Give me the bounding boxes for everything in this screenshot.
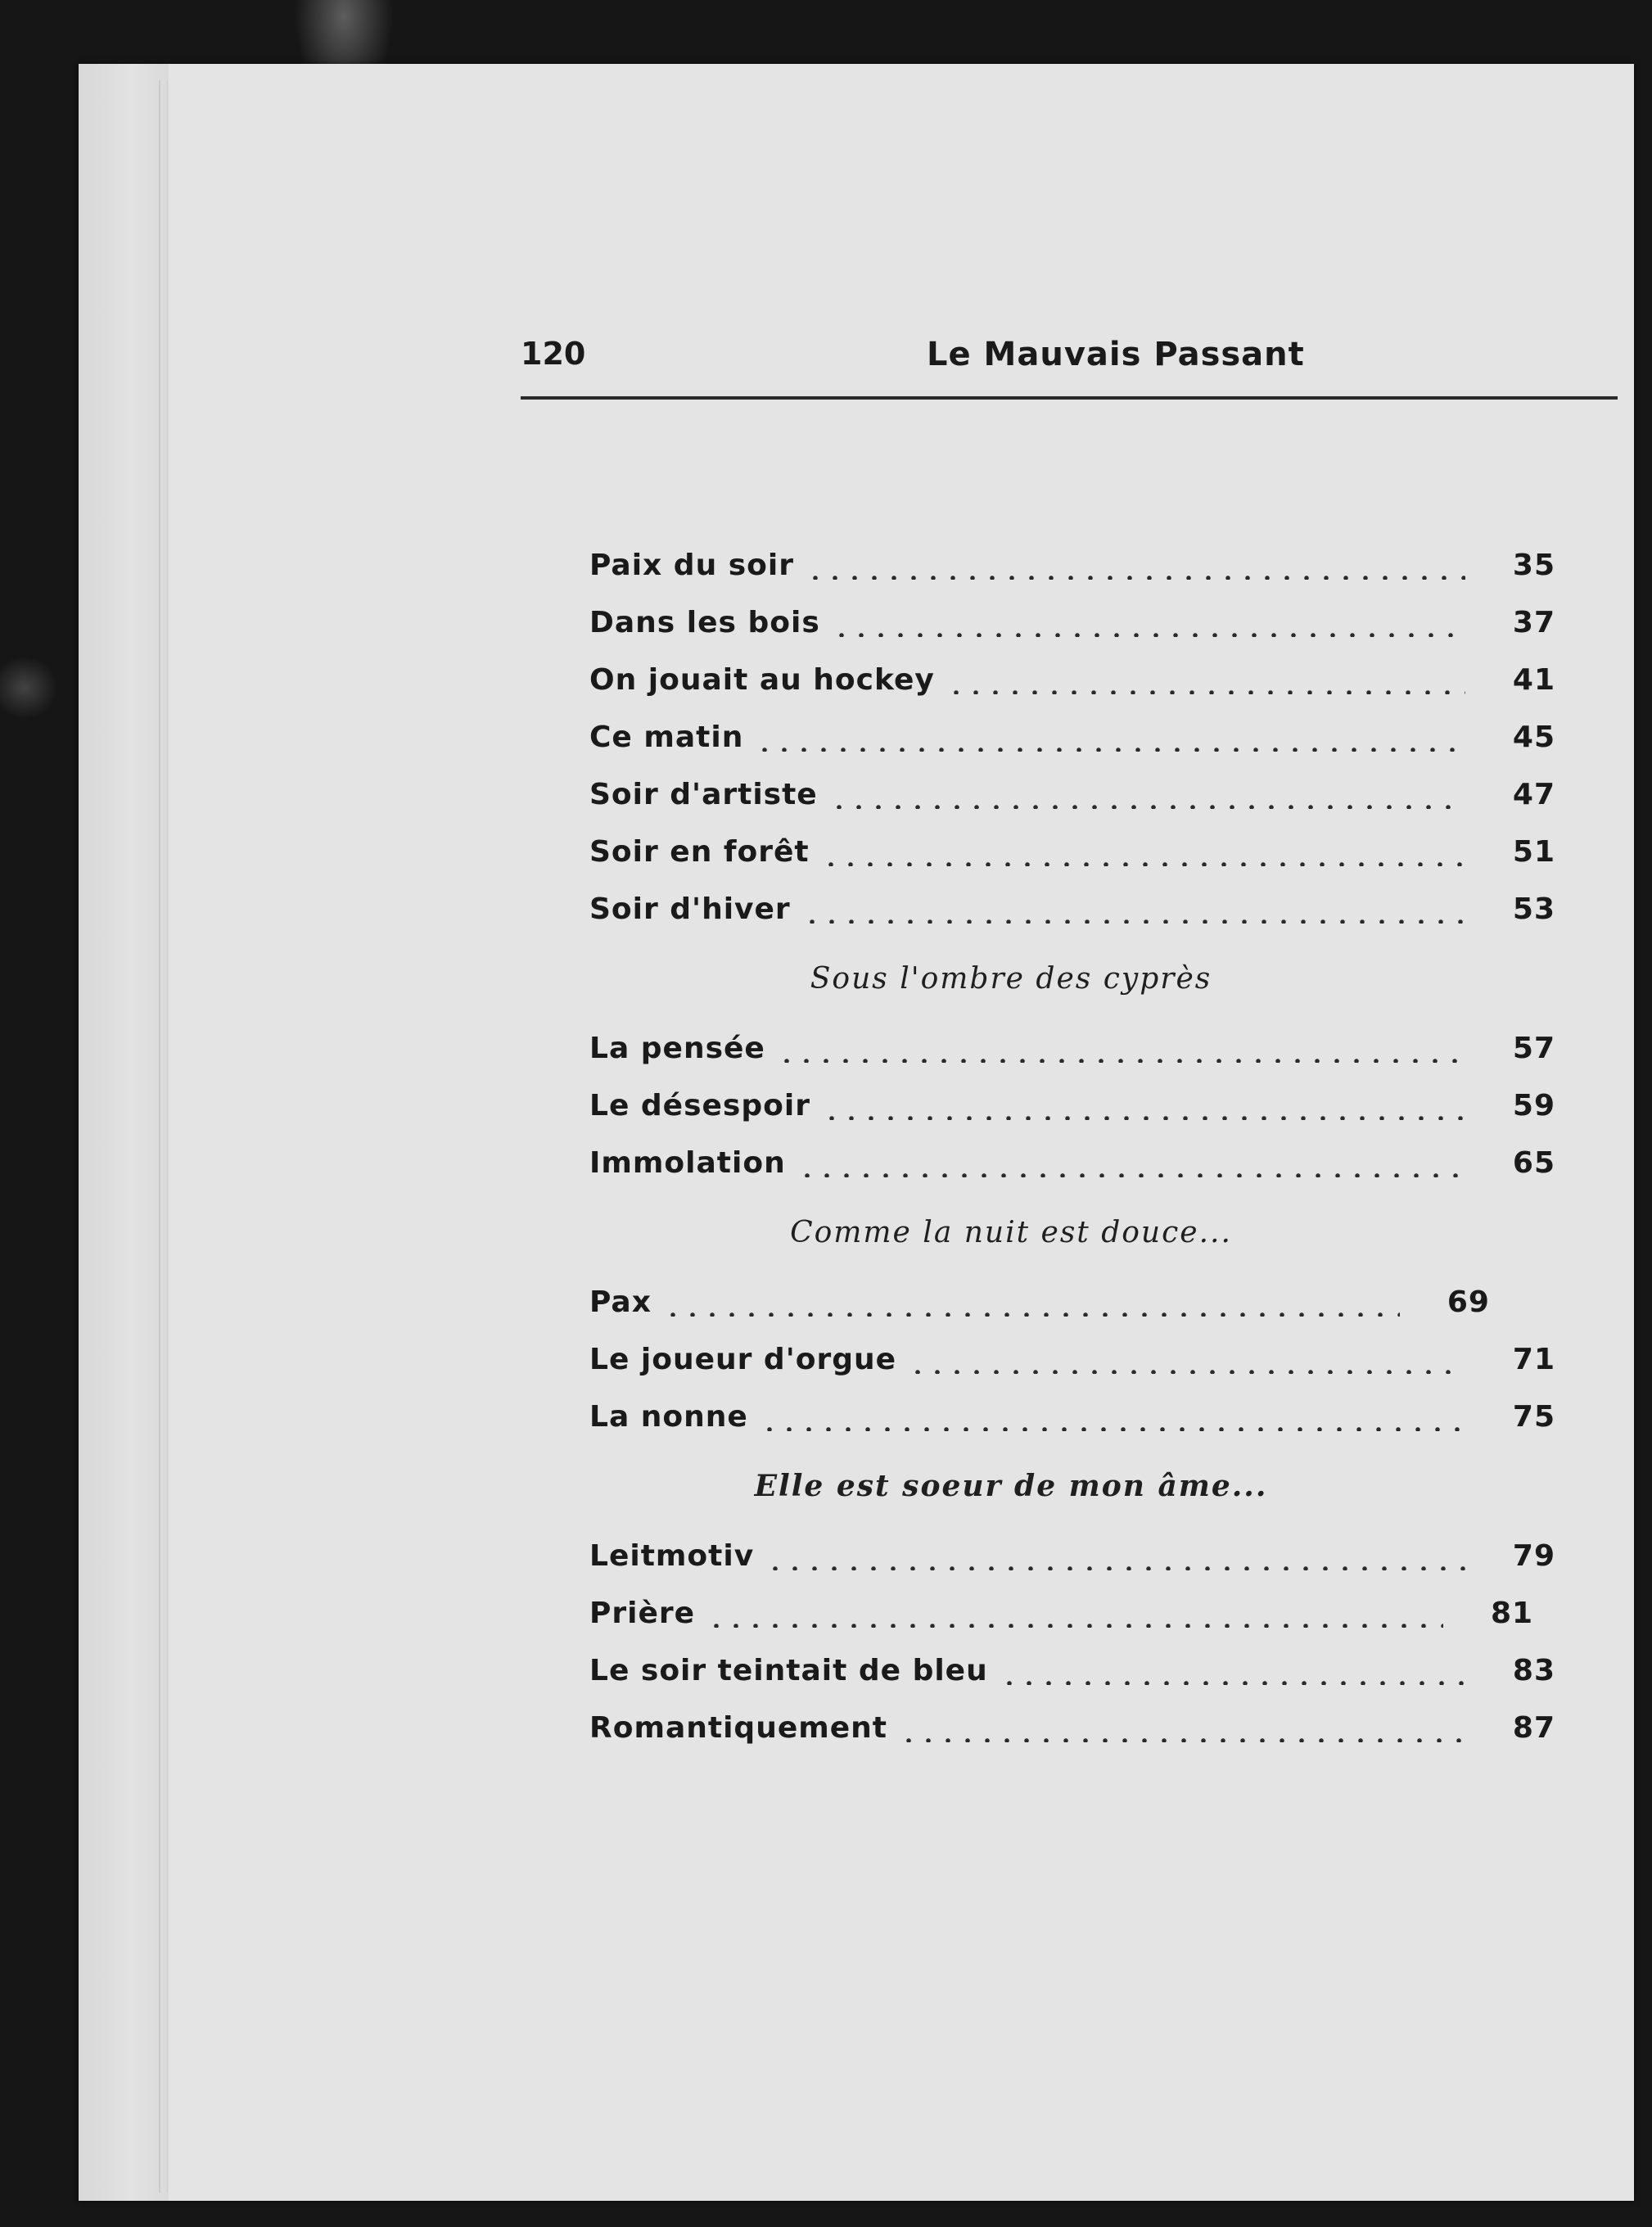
section-heading: Sous l'ombre des cyprès: [810, 961, 1212, 996]
toc-entry-title: La nonne: [589, 1399, 748, 1434]
toc-entry-title: Dans les bois: [589, 605, 820, 639]
binding-strip: [79, 64, 169, 2201]
toc-entry-page: 59: [1512, 1088, 1555, 1123]
dot-leader: [806, 550, 1465, 580]
toc-entry-page: 37: [1512, 605, 1555, 639]
dot-leader: [946, 665, 1465, 694]
toc-entry-page: 53: [1512, 892, 1555, 926]
toc-entry-page: 81: [1490, 1596, 1534, 1630]
dot-leader: [908, 1344, 1465, 1374]
binding-line: [159, 80, 160, 2193]
toc-entry: [589, 1642, 1555, 1699]
toc-entry: [589, 1019, 1555, 1077]
toc-entry-title: Soir d'artiste: [589, 777, 818, 811]
running-title: Le Mauvais Passant: [927, 336, 1305, 373]
section-heading: Comme la nuit est douce...: [790, 1215, 1232, 1249]
toc-entry-title: Leitmotiv: [589, 1538, 755, 1573]
dot-leader: [663, 1287, 1400, 1317]
toc-entry-title: Soir d'hiver: [589, 892, 791, 926]
toc-entry-title: Le soir teintait de bleu: [589, 1653, 988, 1687]
header-rule: [521, 396, 1618, 400]
toc-entry: [589, 536, 1555, 594]
toc-entry-title: Soir en forêt: [589, 834, 810, 869]
dot-leader: [1000, 1656, 1465, 1685]
toc-entry-page: 71: [1512, 1342, 1555, 1376]
toc-entry: [589, 766, 1555, 823]
toc-entry-title: La pensée: [589, 1031, 765, 1065]
binding-line: [167, 80, 168, 2193]
toc-entry-page: 69: [1447, 1285, 1490, 1319]
toc-entry: [589, 651, 1555, 708]
toc-entry: [589, 708, 1555, 766]
toc-entry: [589, 594, 1555, 651]
toc-entry: [589, 1699, 1555, 1756]
dot-leader: [706, 1598, 1443, 1628]
toc-entry-page: 35: [1512, 548, 1555, 582]
toc-entry-page: 57: [1512, 1031, 1555, 1065]
dot-leader: [777, 1033, 1465, 1063]
toc-entry-page: 51: [1512, 834, 1555, 869]
table-of-contents: [589, 536, 1555, 1756]
toc-entry-title: Pax: [589, 1285, 652, 1319]
section-heading: Elle est soeur de mon âme...: [754, 1469, 1268, 1503]
page-header: [521, 336, 1618, 393]
toc-entry-page: 83: [1512, 1653, 1555, 1687]
toc-entry-page: 41: [1512, 662, 1555, 697]
toc-entry: [589, 1527, 1555, 1584]
page-number: 120: [521, 336, 586, 372]
toc-entry: [589, 1273, 1555, 1330]
dot-leader: [760, 1402, 1465, 1431]
toc-entry-title: Immolation: [589, 1145, 786, 1180]
toc-entry-page: 45: [1512, 720, 1555, 754]
toc-entry: [589, 1388, 1555, 1445]
toc-entry: [589, 823, 1555, 880]
toc-entry-title: On jouait au hockey: [589, 662, 935, 697]
toc-entry: [589, 1077, 1555, 1134]
toc-entry-title: Le désespoir: [589, 1088, 810, 1123]
toc-entry-title: Le joueur d'orgue: [589, 1342, 897, 1376]
toc-entry-page: 79: [1512, 1538, 1555, 1573]
toc-entry: [589, 880, 1555, 937]
dot-leader: [829, 779, 1465, 809]
toc-entry-page: 87: [1512, 1710, 1555, 1745]
toc-entry-title: Romantiquement: [589, 1710, 888, 1745]
dot-leader: [802, 894, 1465, 924]
dot-leader: [832, 608, 1465, 637]
toc-entry: [589, 1134, 1555, 1191]
dot-leader: [765, 1541, 1465, 1570]
toc-entry-title: Prière: [589, 1596, 696, 1630]
dot-leader: [822, 1091, 1465, 1120]
toc-entry: [589, 1584, 1555, 1642]
toc-entry-page: 75: [1512, 1399, 1555, 1434]
toc-entry-title: Paix du soir: [589, 548, 794, 582]
toc-entry-page: 65: [1512, 1145, 1555, 1180]
toc-entry: [589, 1330, 1555, 1388]
toc-entry-page: 47: [1512, 777, 1555, 811]
dot-leader: [797, 1148, 1465, 1177]
toc-entry-title: Ce matin: [589, 720, 744, 754]
dot-leader: [821, 837, 1465, 866]
dot-leader: [755, 722, 1465, 752]
dot-leader: [899, 1713, 1465, 1742]
